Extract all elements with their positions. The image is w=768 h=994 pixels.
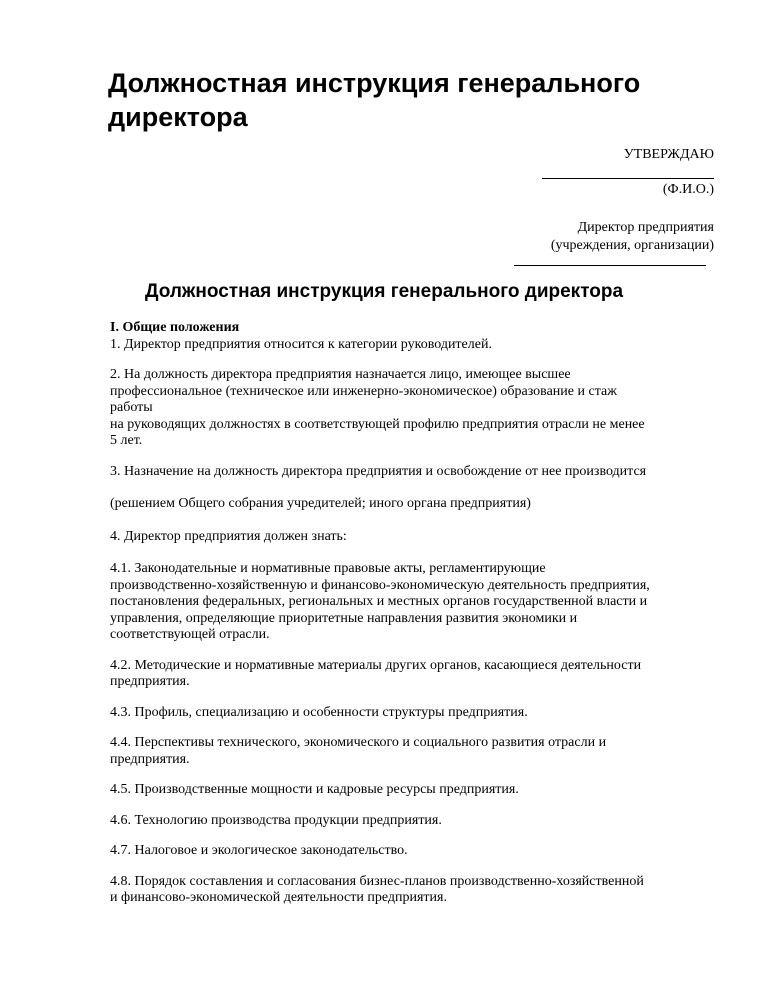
- paragraph-4-3-text: 4.3. Профиль, специализацию и особенности структуры предприятия.: [110, 704, 528, 720]
- paragraph-4-text: 4. Директор предприятия должен знать:: [110, 528, 347, 544]
- approval-block: [454, 146, 714, 266]
- approve-label: УТВЕРЖДАЮ: [623, 147, 714, 162]
- position-signature-line: [514, 255, 706, 266]
- paragraph-section-1: [110, 320, 720, 353]
- paragraph-4-6-text: 4.6. Технологию производства продукции предприятия.: [110, 812, 442, 828]
- paragraph-4-4-line: 4.4. Перспективы технического, экономического и социального развития отрасли и: [110, 735, 607, 750]
- position-label-line2: (учреждения, организации): [550, 238, 714, 253]
- paragraph-4-2-line: предприятия.: [110, 674, 190, 689]
- paragraph-4-5: [110, 782, 720, 799]
- paragraph-4-8-line: 4.8. Порядок составления и согласования бизнес-планов производственно-хозяйственной: [110, 873, 644, 889]
- section-heading: I. Общие положения: [110, 320, 240, 335]
- paragraph-4-3: [110, 705, 720, 722]
- paragraph-3: [110, 464, 720, 481]
- paragraph-3-text: 3. Назначение на должность директора предприятия и освобождение от нее производится: [110, 463, 647, 479]
- paragraph-4-1-line: постановления федеральных, региональных и местных органов государственной власти и: [110, 594, 648, 609]
- paragraph-4-1: [110, 561, 720, 644]
- paragraph-4-6: [110, 813, 720, 830]
- paragraph-4-1-line: производственно-хозяйственную и финансово-экономическую деятельность предприятия,: [110, 577, 650, 593]
- paragraph-4-2-line: 4.2. Методические и нормативные материалы других органов, касающиеся деятельности: [110, 657, 642, 673]
- paragraph-4-2: [110, 658, 720, 691]
- paragraph-2-line: профессиональное (техническое или инженерно-экономическое) образование и стаж: [110, 383, 617, 399]
- paragraph-4-4: [110, 735, 720, 768]
- paragraph-4-8: [110, 874, 720, 907]
- paragraph-3b: [110, 496, 720, 513]
- paragraph-3b-text: (решением Общего собрания учредителей; иного органа предприятия): [110, 496, 531, 511]
- paragraph-4: [110, 529, 720, 546]
- paragraph-2: [110, 367, 720, 450]
- paragraph-4-7-text: 4.7. Налоговое и экологическое законодательство.: [110, 843, 408, 858]
- paragraph-4-7: [110, 843, 720, 860]
- paragraph-4-4-line: предприятия.: [110, 751, 190, 767]
- fio-label: (Ф.И.О.): [662, 182, 714, 197]
- paragraph-4-1-line: 4.1. Законодательные и нормативные правовые акты, регламентирующие: [110, 561, 546, 576]
- paragraph-4-1-line: управления, определяющие приоритетные направления развития экономики и: [110, 610, 578, 626]
- document-subtitle: Должностная инструкция генерального директора: [144, 281, 624, 302]
- paragraph-2-line: работы: [110, 400, 153, 415]
- paragraph-4-5-text: 4.5. Производственные мощности и кадровые ресурсы предприятия.: [110, 782, 519, 797]
- paragraph-4-1-line: соответствующей отрасли.: [110, 627, 270, 642]
- paragraph-2-line: на руководящих должностях в соответствующей профилю предприятия отрасли не менее: [110, 416, 645, 432]
- position-label-line1: Директор предприятия: [577, 220, 714, 235]
- document-title: Должностная инструкция генерального директора: [108, 68, 641, 132]
- signature-line: [542, 164, 714, 179]
- paragraph-2-line: 2. На должность директора предприятия назначается лицо, имеющее высшее: [110, 367, 571, 382]
- paragraph-4-8-line: и финансово-экономической деятельности предприятия.: [110, 890, 447, 905]
- document-body: [110, 320, 720, 921]
- paragraph-2-line: 5 лет.: [110, 433, 143, 448]
- paragraph-1: 1. Директор предприятия относится к категории руководителей.: [110, 336, 492, 352]
